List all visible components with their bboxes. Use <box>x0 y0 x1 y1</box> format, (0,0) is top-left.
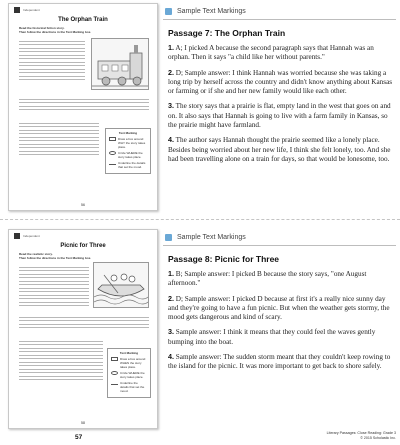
thumbnail-directions <box>9 252 157 260</box>
answer-content <box>163 246 396 372</box>
marking-instruction: Underline the details that set the mood. <box>109 161 147 169</box>
marker-square-icon <box>165 8 172 15</box>
passage-title: Passage 8: Picnic for Three <box>168 254 280 264</box>
circle-symbol-icon <box>109 151 116 155</box>
worksheet-thumbnail-orphan-train <box>8 3 158 211</box>
text-marking-box <box>105 128 151 174</box>
answer-item: 2. D; Sample answer: I picked D because at first it's a really nice sunny day and they're going to have a fun picnic. But when the weather gets stormy, the mood gets dangerous and kind of scary. <box>168 293 390 322</box>
passage-text-lines <box>19 314 149 331</box>
underline-symbol-icon <box>111 381 118 385</box>
box-symbol-icon <box>111 357 118 361</box>
answer-item: 1. B; Sample answer: I picked B because the story says, "one August afternoon." <box>168 269 367 288</box>
section-divider <box>0 219 400 220</box>
train-drawing-icon <box>92 39 148 89</box>
rowboat-illustration <box>93 262 149 308</box>
passage-text-lines <box>19 338 103 383</box>
marking-instruction: Underline the details that set the mood. <box>111 381 147 393</box>
marking-instruction: Draw a box around WHY the story takes place. <box>109 137 147 149</box>
page-number: 57 <box>75 434 83 441</box>
sample-markings-header: Sample Text Markings <box>163 3 396 19</box>
header-label: Independent <box>23 8 40 12</box>
box-symbol-icon <box>109 137 116 141</box>
passage-text-lines <box>19 96 149 113</box>
footer-line: © 2015 Scholastic Inc. <box>360 435 396 440</box>
marking-instruction: Draw a box around WHEN the story takes place. <box>111 357 147 369</box>
header-marker <box>14 7 20 13</box>
thumbnail-header <box>9 230 157 242</box>
answer-content <box>163 20 396 164</box>
answer-item: 3. The story says that a prairie is flat, empty land in the west that goes on and on. It also says that Hannah is going to live with a farm family in Kansas, so the prairie might have farmland. <box>168 101 391 130</box>
answer-item: 1. A; I picked A because the second paragraph says that Hannah was an orphan. Then it says "a child like her without parents." <box>168 43 374 62</box>
header-marker <box>14 233 20 239</box>
answer-panel-passage-7 <box>163 3 396 169</box>
passage-text-lines <box>19 264 89 309</box>
header-label: Independent <box>23 234 40 238</box>
thumbnail-header <box>9 4 157 16</box>
page-footer <box>248 431 396 440</box>
direction-line: Read the realistic story. <box>19 252 53 256</box>
footer-line: Literary Passages: Close Reading: Grade 3 <box>326 431 396 435</box>
passage-title: Passage 7: The Orphan Train <box>168 28 286 38</box>
marker-square-icon <box>165 234 172 241</box>
answer-item: 3. Sample answer: I think it means that they could feel the waves gently bumping into the boat. <box>168 327 376 346</box>
circle-symbol-icon <box>111 371 118 375</box>
marking-instruction: Circle WHERE the story takes place. <box>109 151 147 159</box>
worksheet-thumbnail-picnic <box>8 229 158 429</box>
answer-item: 4. Sample answer: The sudden storm meant that they couldn't keep rowing to the island for the picnic. It was more important to get back to shore safely. <box>168 352 391 371</box>
underline-symbol-icon <box>109 161 116 165</box>
sample-markings-header: Sample Text Markings <box>163 229 396 245</box>
passage-text-lines <box>19 120 99 158</box>
rowboat-drawing-icon <box>94 263 148 307</box>
answer-item: 2. D; Sample answer: I think Hannah was worried because she was taking a long trip by herself across the country and didn't know anything about Kansas or farming or if she and her new family would like each other. <box>168 67 393 96</box>
thumbnail-page-number: 58 <box>81 421 85 425</box>
passage-text-lines <box>19 38 85 83</box>
thumbnail-page-number: 56 <box>81 203 85 207</box>
thumbnail-directions <box>9 26 157 34</box>
text-marking-title: Text Marking <box>118 131 138 135</box>
direction-line: Read the historical fiction story. <box>19 26 65 30</box>
marking-instruction: Circle WHERE the story takes place. <box>111 371 147 379</box>
train-illustration <box>91 38 149 90</box>
thumbnail-title: Picnic for Three <box>60 243 106 249</box>
text-marking-title: Text Marking <box>119 351 139 355</box>
answer-item: 4. The author says Hannah thought the prairie seemed like a lonely place. Besides being worried about her new life, I think she felt lonely, too. And she had been travelling alone on a train for days, so that would be lonesome, too. <box>168 135 391 163</box>
direction-line: Then follow the directions in the Text Marking box. <box>19 30 92 34</box>
direction-line: Then follow the directions in the Text Marking box. <box>19 256 92 260</box>
answer-panel-passage-8 <box>163 229 396 377</box>
thumbnail-title: The Orphan Train <box>58 17 108 23</box>
text-marking-box <box>107 348 151 398</box>
